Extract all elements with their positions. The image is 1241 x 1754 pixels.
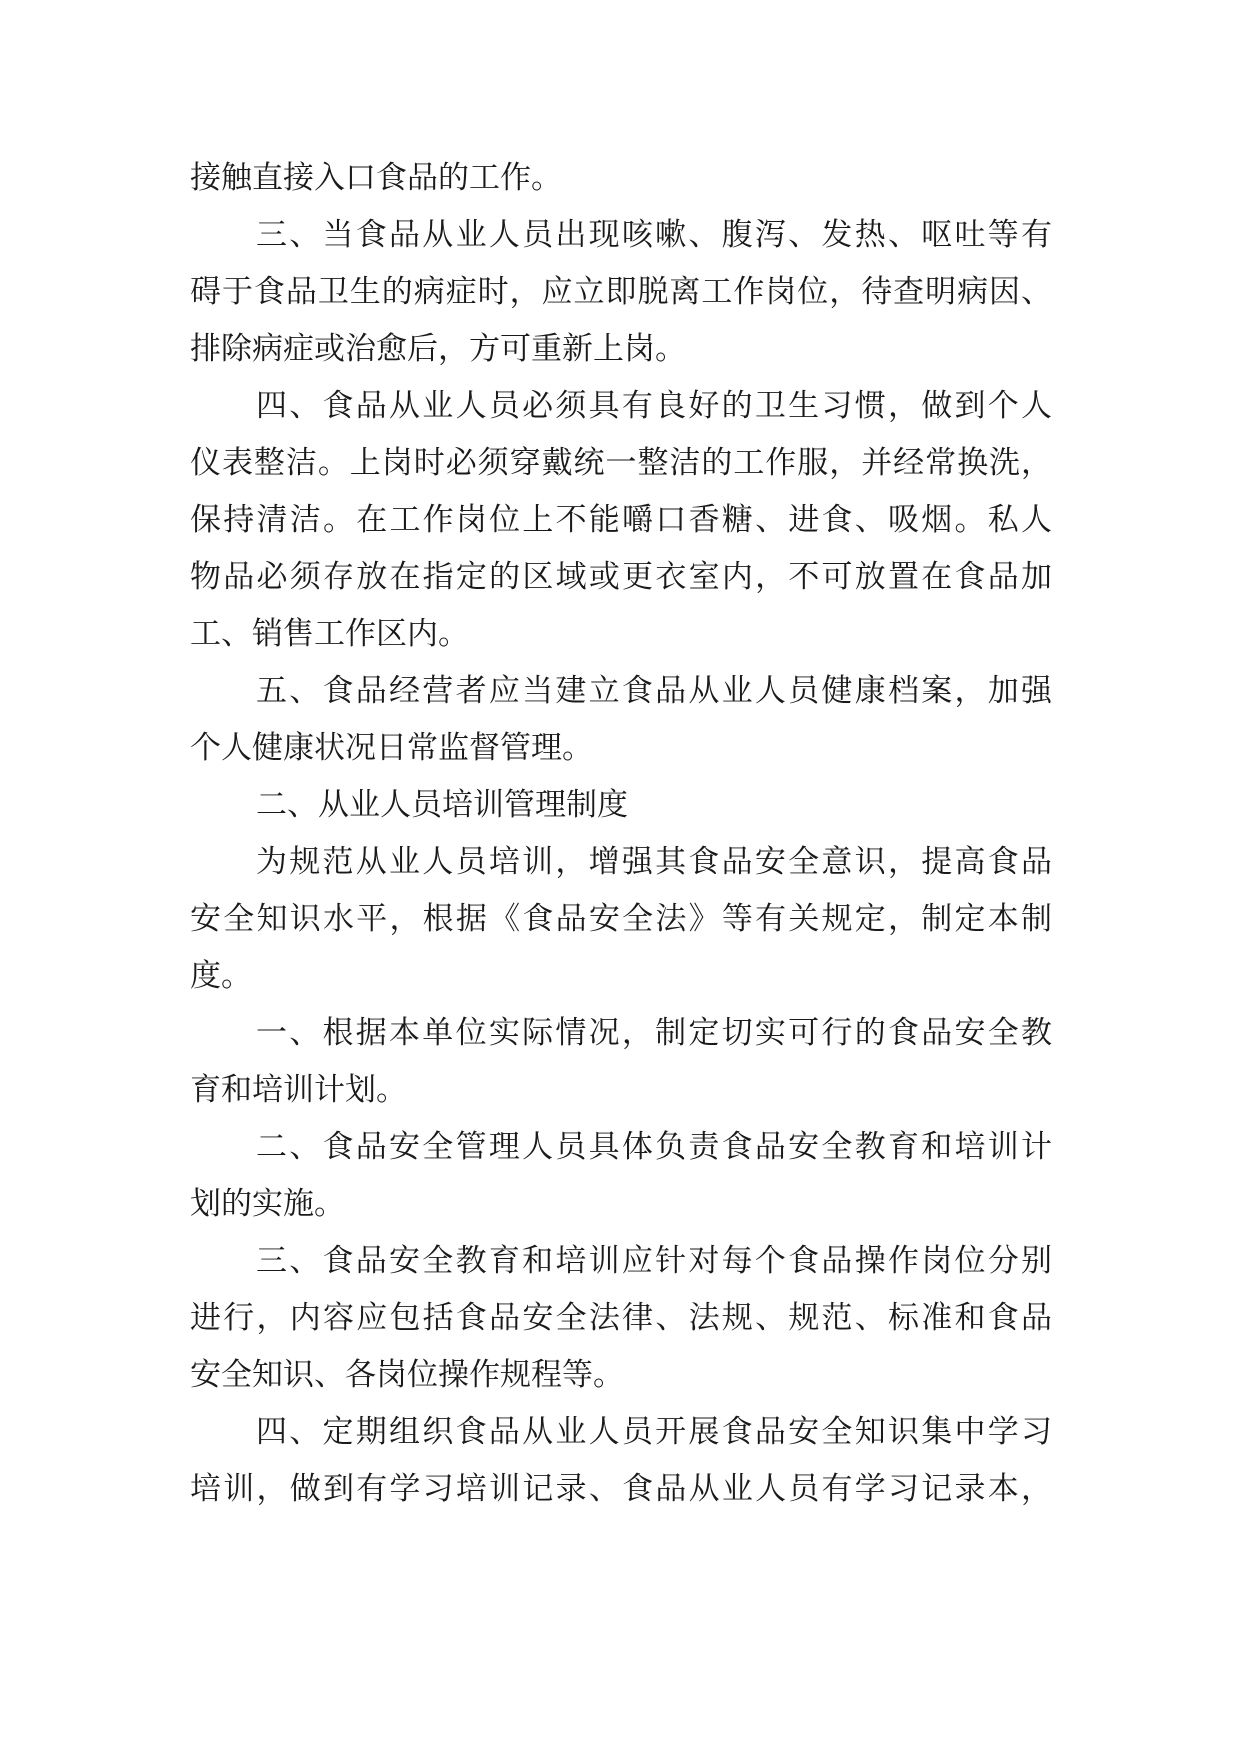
text-line-21: 进行，内容应包括食品安全法律、法规、规范、标准和食品 <box>190 1300 1052 1336</box>
text-line-11: 个人健康状况日常监督管理。 <box>190 730 593 766</box>
text-line-3: 碍于食品卫生的病症时，应立即脱离工作岗位，待查明病因、 <box>190 274 1052 310</box>
text-line-22: 安全知识、各岗位操作规程等。 <box>190 1357 624 1393</box>
text-line-17: 育和培训计划。 <box>190 1072 407 1108</box>
text-line-2: 三、当食品从业人员出现咳嗽、腹泻、发热、呕吐等有 <box>256 217 1052 253</box>
text-line-1: 接触直接入口食品的工作。 <box>190 160 562 196</box>
text-line-18: 二、食品安全管理人员具体负责食品安全教育和培训计 <box>256 1129 1052 1165</box>
text-line-19: 划的实施。 <box>190 1186 345 1222</box>
text-line-13: 为规范从业人员培训，增强其食品安全意识，提高食品 <box>256 844 1052 880</box>
text-line-4: 排除病症或治愈后，方可重新上岗。 <box>190 331 686 367</box>
text-line-14: 安全知识水平，根据《食品安全法》等有关规定，制定本制 <box>190 901 1052 937</box>
text-line-5: 四、食品从业人员必须具有良好的卫生习惯，做到个人 <box>256 388 1052 424</box>
section-heading: 二、从业人员培训管理制度 <box>256 787 628 823</box>
text-line-20: 三、食品安全教育和培训应针对每个食品操作岗位分别 <box>256 1243 1052 1279</box>
text-line-16: 一、根据本单位实际情况，制定切实可行的食品安全教 <box>256 1015 1052 1051</box>
text-line-6: 仪表整洁。上岗时必须穿戴统一整洁的工作服，并经常换洗， <box>190 445 1052 481</box>
text-line-15: 度。 <box>190 958 252 994</box>
text-line-7: 保持清洁。在工作岗位上不能嚼口香糖、进食、吸烟。私人 <box>190 502 1052 538</box>
text-line-23: 四、定期组织食品从业人员开展食品安全知识集中学习 <box>256 1414 1052 1450</box>
text-line-24: 培训，做到有学习培训记录、食品从业人员有学习记录本， <box>190 1471 1052 1507</box>
text-line-10: 五、食品经营者应当建立食品从业人员健康档案，加强 <box>256 673 1052 709</box>
text-line-9: 工、销售工作区内。 <box>190 616 469 652</box>
document-body <box>190 150 1052 1518</box>
text-line-8: 物品必须存放在指定的区域或更衣室内，不可放置在食品加 <box>190 559 1052 595</box>
